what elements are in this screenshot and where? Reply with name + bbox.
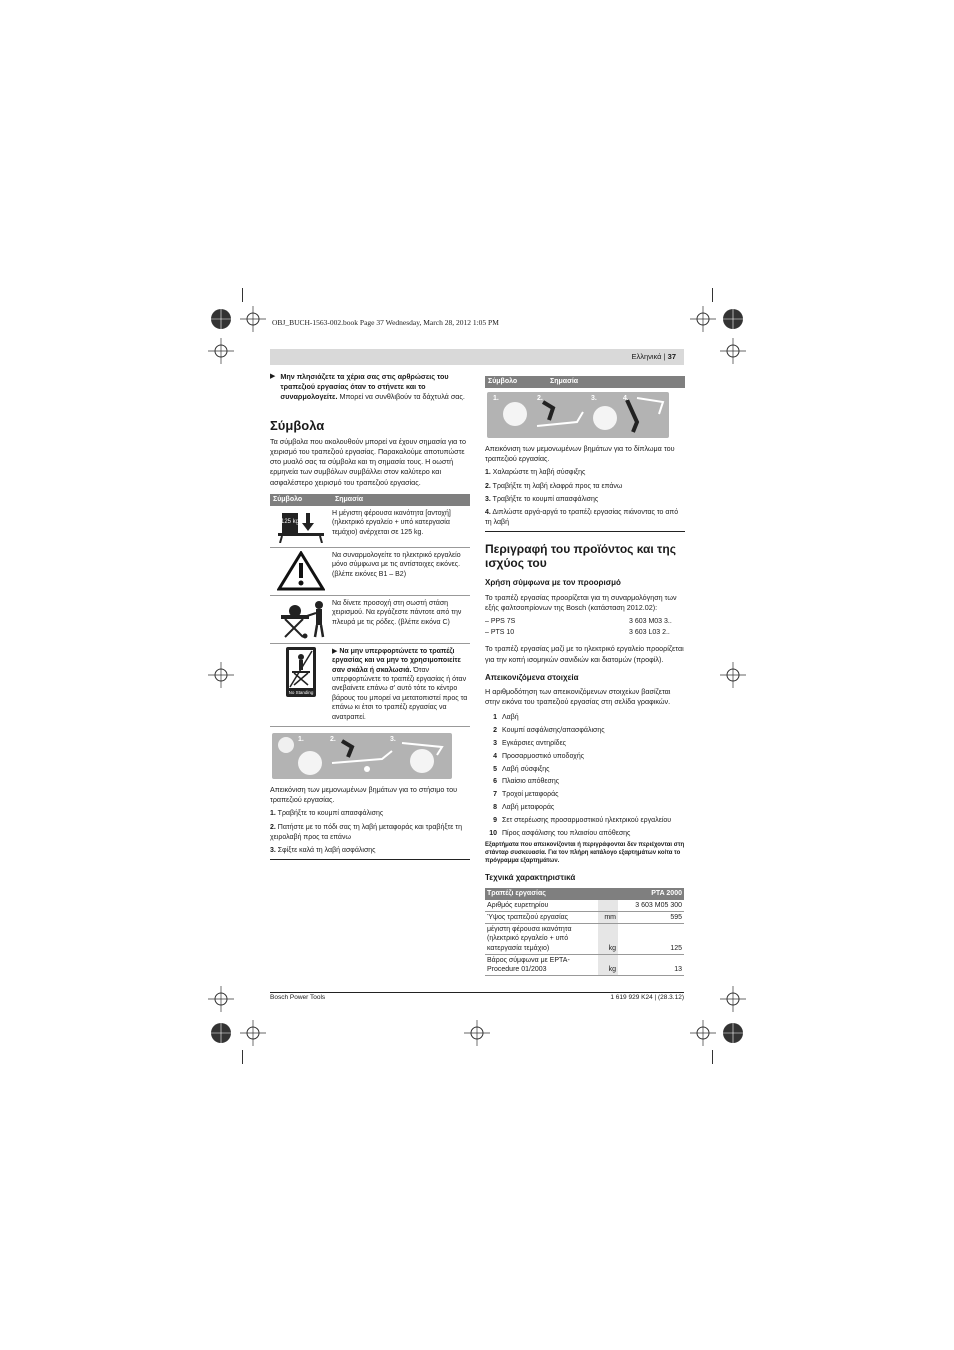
left-column: [270, 372, 470, 860]
accessories-note: Εξαρτήματα που απεικονίζονται ή περιγράφονται δεν περιέχονται στη στάνταρ συσκευασία. Για τον πλήρη κατάλογο εξαρτημάτων κοίτα το πρόγραμμα εξαρτημάτων.: [485, 842, 685, 865]
components-list: [485, 713, 685, 838]
symbol-col-header: Σύμβολο: [488, 378, 518, 385]
fold-step: 3. Τραβήξτε το κουμπί απασφάλισης: [485, 495, 599, 503]
step-number: 4.: [623, 395, 629, 402]
symbol-row-posture: [270, 596, 470, 644]
bullet-arrow-icon: ▶: [270, 373, 276, 380]
list-item: 6 Πλαίσιο απόθεσης: [493, 778, 560, 786]
registration-mark-icon: [720, 306, 746, 332]
list-item: 10 Πίρος ασφάλισης του πλαισίου απόθεσης: [489, 829, 631, 837]
list-item: 8 Λαβή μεταφοράς: [493, 804, 555, 812]
fold-caption: Απεικόνιση των μεμονωμένων βημάτων για το δίπλωμα του τραπεζιού εργασίας.: [485, 444, 675, 464]
list-item: 4 Προσαρμοστικό υποδοχής: [493, 752, 585, 760]
setup-steps: [270, 809, 470, 856]
no-standing-icon: [286, 647, 316, 697]
symbol-col-header: Σύμβολο: [273, 495, 303, 503]
list-item: 1 Λαβή: [493, 714, 519, 722]
fold-step: 4. Διπλώστε αργά-αργά το τραπέζι εργασίας πιάνοντας το από τη λαβή: [485, 509, 679, 527]
operator-posture-icon: [275, 599, 327, 639]
language-label: Ελληνικά: [631, 352, 662, 361]
crosshair-mark-icon: [464, 1020, 490, 1046]
registration-mark-icon: [208, 306, 234, 332]
tool-row: – PTS 10 3 603 L03 2..: [485, 629, 670, 637]
symbol-text: [332, 647, 470, 722]
no-standing-label: No Standing: [288, 689, 314, 695]
bullet-arrow-icon: ▶: [332, 647, 340, 655]
list-item: 9 Σετ στερέωσης προσαρμοστικού ηλεκτρικού εργαλείου: [493, 816, 672, 824]
warning-triangle-icon: [277, 551, 325, 591]
table-row: Βάρος σύμφωνα με EPTA-Procedure 01/2003 kg 13: [485, 954, 684, 975]
fold-step: 1. Χαλαρώστε τη λαβή σύσφιξης: [485, 469, 586, 477]
symbol-text: Να δίνετε προσοχή στη σωστή στάση χειρισμού. Να εργάζεστε πάντοτε από την πλευρά με τις ρόδες. (βλέπε εικόνα C): [332, 599, 462, 626]
symbol-text: Η μέγιστη φέρουσα ικανότητα [αντοχή] (ηλεκτρικό εργαλείο + υπό κατεργασία τεμάχιο) ανέρχεται σε 125 kg.: [332, 509, 451, 536]
meaning-col-header: Σημασία: [335, 495, 364, 503]
registration-mark-icon: [208, 1020, 234, 1046]
load-icon-label: 125 kg: [280, 518, 300, 525]
crosshair-mark-icon: [720, 338, 746, 364]
crosshair-mark-icon: [240, 1020, 266, 1046]
step-number: 3.: [591, 395, 597, 402]
crosshair-mark-icon: [720, 986, 746, 1012]
max-load-icon: [276, 509, 326, 543]
step-number: 2.: [537, 395, 543, 402]
warning-text: Μπορεί να συνθλιβούν τα δάχτυλά σας.: [337, 392, 465, 402]
symbol-text: Να συναρμολογείτε το ηλεκτρικό εργαλείο μόνο σύμφωνα με τις αντίστοιχες εικόνες. (βλέπε εικόνες B1 – B2): [332, 551, 461, 578]
fold-illustration: [487, 392, 669, 438]
setup-step: 1. Τραβήξτε το κουμπί απασφάλισης: [270, 810, 384, 818]
file-header: OBJ_BUCH-1563-002.book Page 37 Wednesday, March 28, 2012 1:05 PM: [272, 318, 499, 327]
step-number: 1.: [493, 395, 499, 402]
symbols-table-header: [270, 494, 470, 506]
footer-doc-id: 1 619 929 K24 | (28.3.12): [610, 994, 684, 1001]
components-title: Απεικονιζόμενα στοιχεία: [485, 672, 579, 682]
symbols-intro: Τα σύμβολα που ακολουθούν μπορεί να έχουν σημασία για το χειρισμό του τραπεζιού εργασίας. Παρακαλούμε αποτυπώστε στο μυαλό σας τα σύμβολα και τη σημασία τους. Η οωστή ερμηνεία των συμβόλων συμβάλλει στον καλύτερο και ασφαλέστερο χειρισμό του τραπεζιού εργασίας.: [270, 436, 467, 487]
right-column: [485, 376, 685, 976]
fold-steps-figure: [487, 392, 669, 438]
symbol-row-assembly: [270, 548, 470, 596]
symbol-bold-text: Να μην υπερφορτώνετε το τραπέζι εργασίας και να μην το χρησιμοποιείτε σαν σκάλα ή σκαλωσιά.: [332, 647, 461, 674]
step-number: 2.: [330, 736, 336, 744]
components-intro: Η αριθμοδότηση των απεικονιζόμενων στοιχείων βασίζεται στην εικόνα του τραπεζιού εργασίας στη σελίδα γραφικών.: [485, 687, 671, 707]
symbol-body-text: Όταν υπερφορτώνετε το τραπέζι εργασίας ή όταν ανεβαίνετε επάνω σ' αυτό τότε το κέντρο βάρους του μπορεί να μετατοπιστεί προς τα επάνω κι έτσι το τραπέζι εργασίας να ανατραπεί.: [332, 666, 468, 721]
symbols-table-header: [485, 376, 685, 388]
setup-step: 3. Σφίξτε καλά τη λαβή ασφάλισης: [270, 847, 376, 855]
setup-step: 2. Πατήστε με το πόδι σας τη λαβή μεταφοράς και τραβήξτε τη χειρολαβή προς τα επάνω: [270, 823, 462, 841]
crosshair-mark-icon: [208, 662, 234, 688]
list-item: 2 Κουμπί ασφάλισης/απασφάλισης: [493, 727, 605, 735]
table-row: Αριθμός ευρετηρίου 3 603 M05 300: [485, 900, 684, 912]
page-header: Ελληνικά | 37: [631, 352, 676, 361]
setup-caption: Απεικόνιση των μεμονωμένων βημάτων για το στήσιμο του τραπεζιού εργασίας.: [270, 785, 457, 805]
page-header-bar: [270, 349, 684, 365]
step-number: 3.: [390, 736, 396, 744]
fold-step: 2. Τραβήξτε τη λαβή ελαφρά προς τα επάνω: [485, 482, 623, 490]
symbol-row-no-standing: [270, 644, 470, 727]
warning-bold: Μην πλησιάζετε τα χέρια σας στις αρθρώσεις του τραπεζιού εργασίας όταν το στήνετε και το συναρμολογείτε.: [280, 372, 449, 402]
hand-warning: [270, 372, 470, 407]
fold-steps: [485, 468, 685, 528]
page-number: 37: [667, 352, 676, 361]
intended-use-text: Το τραπέζι εργασίας προορίζεται για τη συναρμολόγηση των εξής φαλτσοπρίονων της Bosch (κατάσταση 2012.02):: [485, 592, 677, 612]
crosshair-mark-icon: [690, 306, 716, 332]
list-item: 5 Λαβή σύσφιξης: [493, 765, 550, 773]
crosshair-mark-icon: [720, 662, 746, 688]
crosshair-mark-icon: [240, 306, 266, 332]
intended-use-text-2: Το τραπέζι εργασίας μαζί με το ηλεκτρικό εργαλείο προορίζεται για την κοπή ισομηκών σανιδιών και διατομών (προφίλ).: [485, 644, 684, 664]
registration-mark-icon: [720, 1020, 746, 1046]
intended-use-title: Χρήση σύμφωνα με τον προορισμό: [485, 578, 621, 588]
crosshair-mark-icon: [208, 338, 234, 364]
crop-mark: [242, 288, 243, 302]
table-row: μέγιστη φέρουσα ικανότητα (ηλεκτρικό εργαλείο + υπό κατεργασία τεμάχιο) kg 125: [485, 924, 684, 955]
footer-brand: Bosch Power Tools: [270, 994, 326, 1001]
tech-header-row: [485, 888, 684, 900]
crosshair-mark-icon: [690, 1020, 716, 1046]
step-number: 1.: [298, 736, 304, 744]
tool-row: – PPS 7S 3 603 M03 3..: [485, 618, 672, 626]
column-end-rule: [270, 859, 470, 860]
setup-steps-figure: [272, 733, 452, 779]
crop-mark: [242, 1050, 243, 1064]
crosshair-mark-icon: [208, 986, 234, 1012]
table-row: Ύψος τραπεζιού εργασίας mm 595: [485, 912, 684, 924]
tech-data-title: Τεχνικά χαρακτηριστικά: [485, 873, 576, 883]
table-end-rule: [485, 531, 685, 532]
symbols-title: Σύμβολα: [270, 417, 325, 433]
crop-mark: [712, 1050, 713, 1064]
symbol-row-load: [270, 506, 470, 548]
list-item: 3 Εγκάρσιες αντηρίδες: [493, 740, 567, 748]
footer-rule: [270, 992, 684, 993]
tech-data-table: [485, 888, 684, 977]
crop-mark: [712, 288, 713, 302]
product-title: Περιγραφή του προϊόντος και της ισχύος του: [485, 542, 676, 571]
tech-header-label: Τραπέζι εργασίας: [485, 888, 598, 900]
meaning-col-header: Σημασία: [550, 378, 579, 385]
list-item: 7 Τροχοί μεταφοράς: [493, 791, 559, 799]
tech-header-model: PTA 2000: [618, 888, 684, 900]
